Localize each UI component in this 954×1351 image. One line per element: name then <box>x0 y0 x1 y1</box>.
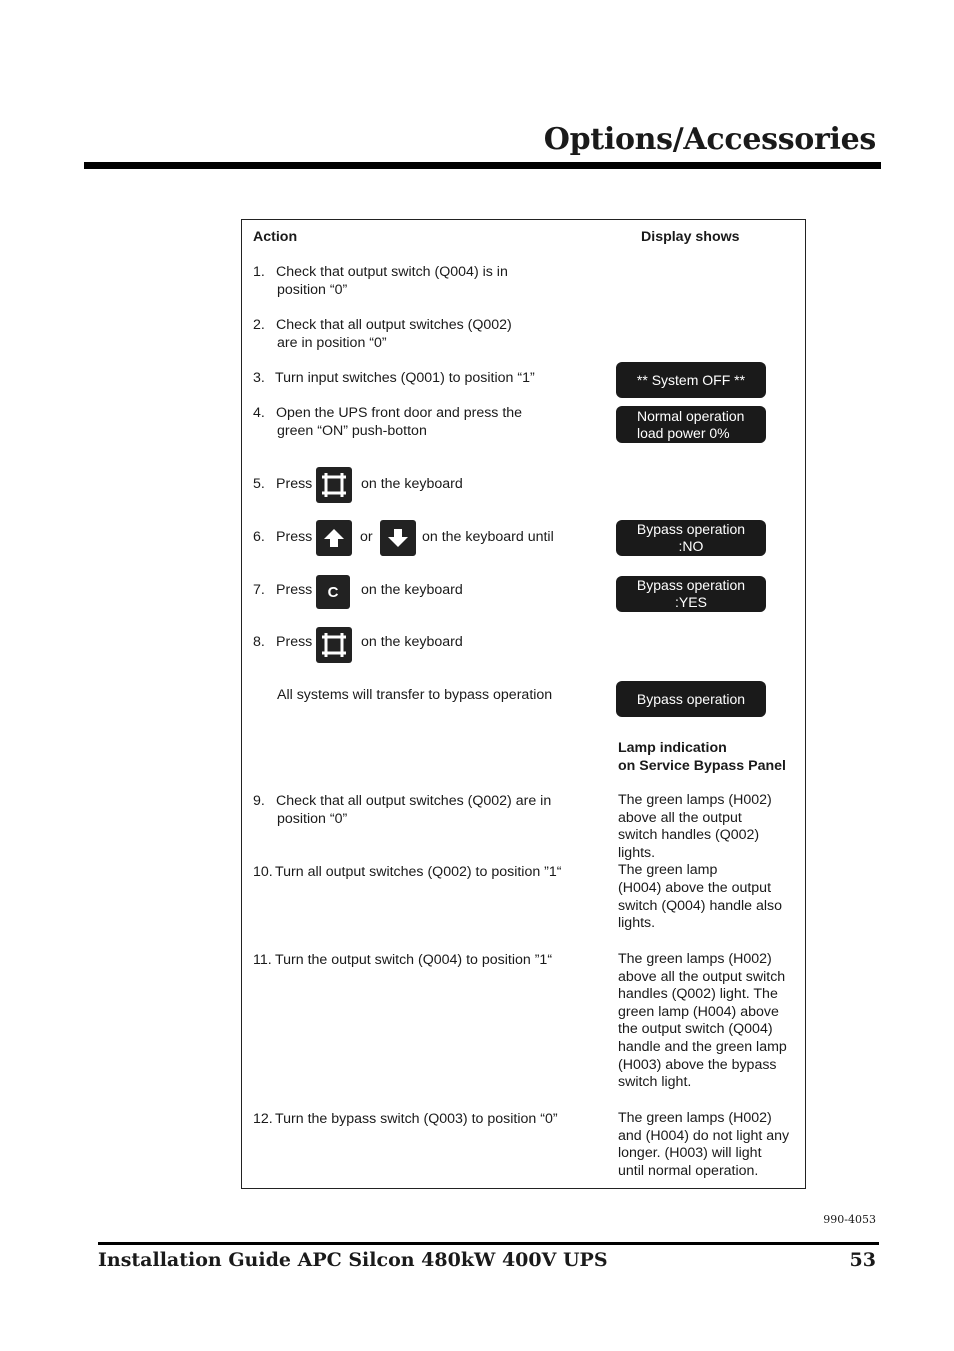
transfer-note: All systems will transfer to bypass operation <box>277 687 553 703</box>
display-system-off-line-1: ** System OFF ** <box>636 371 746 388</box>
lamp-note-2-line-6: handle and the green lamp <box>618 1038 787 1055</box>
lamp-note-1-line-4: lights. <box>618 844 656 861</box>
bottom-rule <box>98 1242 879 1245</box>
step-5-number: 5. <box>253 476 265 492</box>
column-header-display: Display shows <box>641 229 740 245</box>
step-4-number: 4. <box>253 405 265 421</box>
step-2-number: 2. <box>253 317 265 333</box>
c-key-icon: C <box>316 575 350 609</box>
lamp-note-3-line-4: until normal operation. <box>618 1162 759 1179</box>
frame-key-icon <box>316 467 352 503</box>
arrow-down-key-icon <box>380 520 416 556</box>
display-bypass-operation-line-1: Bypass operation <box>636 690 746 707</box>
step-11-number: 11. <box>253 952 272 968</box>
lamp-note-3-line-3: longer. (H003) will light <box>618 1145 762 1162</box>
document-number: 990-4053 <box>823 1213 876 1226</box>
step-12-number: 12. <box>253 1111 273 1127</box>
step-9-text <box>276 793 551 828</box>
step-2-line-2: are in position “0” <box>277 334 387 351</box>
display-normal-operation-line-2: load power 0% <box>637 425 730 441</box>
display-bypass-yes-line-2: :YES <box>675 594 707 610</box>
step-8-press: Press <box>276 634 313 650</box>
display-bypass-operation <box>616 681 766 717</box>
step-6-after: on the keyboard until <box>422 529 554 545</box>
step-7-press: Press <box>276 582 313 598</box>
display-normal-operation-line-1: Normal operation <box>637 408 745 424</box>
step-5-after: on the keyboard <box>361 476 463 492</box>
display-bypass-yes <box>616 576 766 612</box>
step-8-number: 8. <box>253 634 265 650</box>
display-bypass-no-line-1: Bypass operation <box>636 521 746 537</box>
lamp-heading-line-1: Lamp indication <box>618 740 727 756</box>
lamp-note-2-line-5: the output switch (Q004) <box>618 1021 773 1038</box>
step-4-line-1: Open the UPS front door and press the <box>276 405 523 421</box>
step-6-or: or <box>360 529 373 545</box>
step-1-text <box>276 264 508 299</box>
lamp-note-2-line-4: green lamp (H004) above <box>618 1003 779 1020</box>
column-header-action: Action <box>253 229 298 245</box>
lamp-note-2-line-3: handles (Q002) light. The <box>618 986 778 1003</box>
lamp-note-1-line-5: The green lamp <box>618 862 718 879</box>
step-1-line-2: position “0” <box>277 281 348 298</box>
display-bypass-no-line-2: :NO <box>678 538 704 554</box>
lamp-note-3-line-2: and (H004) do not light any <box>618 1127 790 1144</box>
step-1-line-1: Check that output switch (Q004) is in <box>276 264 508 280</box>
lamp-note-1-line-3: switch handles (Q002) <box>618 827 760 844</box>
lamp-indication-heading <box>618 740 786 775</box>
lamp-note-2-line-7: (H003) above the bypass <box>618 1056 777 1073</box>
display-bypass-no <box>616 520 766 556</box>
step-1-number: 1. <box>253 264 265 280</box>
lamp-note-1-line-7: switch (Q004) handle also <box>618 897 783 914</box>
step-10-number: 10. <box>253 864 273 880</box>
step-3-number: 3. <box>253 370 265 386</box>
step-4-text <box>276 405 522 440</box>
display-bypass-yes-line-1: Bypass operation <box>636 577 746 593</box>
step-4-line-2: green “ON” push-botton <box>277 422 427 439</box>
display-normal-operation <box>616 406 766 443</box>
lamp-note-1-line-6: (H004) above the output <box>618 879 772 896</box>
step-5-press: Press <box>276 476 313 492</box>
step-11-text: Turn the output switch (Q004) to position ”1“ <box>275 952 553 968</box>
step-9-number: 9. <box>253 793 265 809</box>
lamp-note-2-line-8: switch light. <box>618 1074 692 1091</box>
footer-title: Installation Guide APC Silcon 480kW 400V UPS <box>98 1249 608 1271</box>
lamp-note-2-line-2: above all the output switch <box>618 968 786 985</box>
page-number: 53 <box>849 1249 876 1271</box>
step-2-line-1: Check that all output switches (Q002) <box>276 317 512 333</box>
lamp-note-3 <box>618 1110 789 1180</box>
lamp-note-1-line-2: above all the output <box>618 809 742 826</box>
step-2-text <box>276 317 512 352</box>
arrow-up-key-icon <box>316 520 352 556</box>
lamp-note-1-line-8: lights. <box>618 915 656 932</box>
step-6-press: Press <box>276 529 313 545</box>
step-8-after: on the keyboard <box>361 634 463 650</box>
page-title: Options/Accessories <box>543 122 876 157</box>
step-7-after: on the keyboard <box>361 582 463 598</box>
frame-key-icon <box>316 627 352 663</box>
lamp-note-2 <box>618 951 787 1092</box>
lamp-note-1 <box>618 792 782 933</box>
step-9-line-1: Check that all output switches (Q002) are in <box>276 793 552 809</box>
lamp-note-1-line-1: The green lamps (H002) <box>618 792 772 808</box>
step-6-number: 6. <box>253 529 265 545</box>
display-system-off <box>616 362 766 398</box>
step-12-text: Turn the bypass switch (Q003) to position “0” <box>275 1111 558 1127</box>
step-7-number: 7. <box>253 582 265 598</box>
lamp-heading-line-2: on Service Bypass Panel <box>618 757 786 774</box>
lamp-note-3-line-1: The green lamps (H002) <box>618 1110 772 1126</box>
step-9-line-2: position “0” <box>277 810 348 827</box>
step-10-text: Turn all output switches (Q002) to position ”1“ <box>275 864 562 880</box>
lamp-note-2-line-1: The green lamps (H002) <box>618 951 772 967</box>
step-3-text: Turn input switches (Q001) to position “1” <box>275 370 535 386</box>
top-rule <box>84 162 881 169</box>
